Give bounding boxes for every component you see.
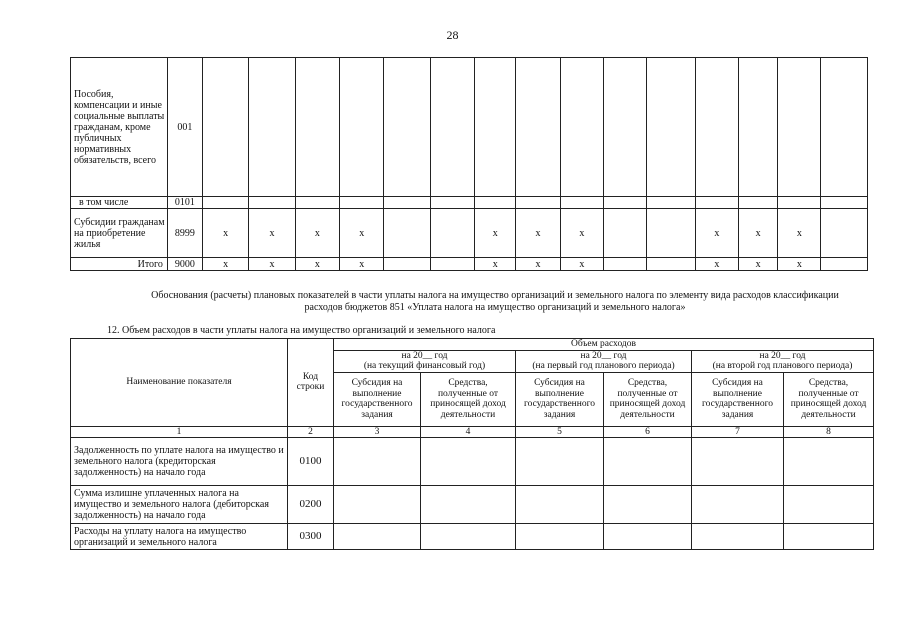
period-label: (на первый год планового периода): [532, 361, 675, 371]
cell: x: [340, 209, 384, 258]
cell: [340, 58, 384, 197]
column-number: 4: [421, 426, 516, 438]
cell: [421, 524, 516, 550]
cell: [821, 258, 868, 271]
cell: [778, 58, 821, 197]
row-code: 001: [167, 58, 202, 197]
cell: x: [249, 258, 295, 271]
cell: [384, 258, 430, 271]
cell: x: [739, 209, 778, 258]
header-subsidy: Субсидия на выполнение государственного задания: [692, 372, 784, 426]
table-row: [71, 258, 868, 271]
justification-line-1: Обоснования (расчеты) плановых показателей в части уплаты налога на имущество организаций и земельного налога по элементу вида расходов классификации: [151, 290, 839, 301]
row-code: 9000: [167, 258, 202, 271]
column-number: 7: [692, 426, 784, 438]
cell: x: [516, 209, 560, 258]
table-row: [71, 58, 868, 197]
cell: [384, 209, 430, 258]
cell: [384, 58, 430, 197]
cell: [692, 438, 784, 486]
header-volume: Объем расходов: [334, 339, 874, 351]
cell: x: [695, 258, 738, 271]
column-number: 6: [604, 426, 692, 438]
period-year: на 20__ год: [580, 350, 627, 361]
cell: x: [340, 258, 384, 271]
cell: [821, 209, 868, 258]
cell: [692, 486, 784, 524]
table-row: [71, 524, 874, 550]
cell: [430, 258, 474, 271]
page-number: 28: [446, 28, 459, 42]
row-name: Расходы на уплату налога на имущество организаций и земельного налога: [71, 524, 288, 550]
header-period-second: [692, 350, 874, 372]
cell: [603, 258, 646, 271]
cell: [516, 197, 560, 209]
header-subsidy: Субсидия на выполнение государственного задания: [334, 372, 421, 426]
cell: [516, 58, 560, 197]
header-row-code: Код строки: [288, 339, 334, 427]
row-code: 0101: [167, 197, 202, 209]
cell: [604, 524, 692, 550]
period-year: на 20__ год: [759, 350, 806, 361]
cell: [603, 209, 646, 258]
row-name: в том числе: [71, 197, 168, 209]
cell: [202, 197, 248, 209]
column-numbers-row: [71, 426, 874, 438]
period-year: на 20__ год: [401, 350, 448, 361]
cell: x: [778, 258, 821, 271]
row-name: Пособия, компенсации и иные социальные выплаты гражданам, кроме публичных нормативных обязательств, всего: [71, 58, 168, 197]
table-row: [71, 486, 874, 524]
cell: [784, 486, 874, 524]
cell: [421, 438, 516, 486]
cell: [560, 58, 603, 197]
cell: x: [778, 209, 821, 258]
header-income: Средства, полученные от приносящей доход деятельности: [604, 372, 692, 426]
cell: [647, 209, 695, 258]
property-land-tax-table: [70, 338, 874, 550]
row-code: 0100: [288, 438, 334, 486]
cell: [430, 58, 474, 197]
cell: [821, 197, 868, 209]
cell: [516, 486, 604, 524]
cell: [647, 58, 695, 197]
period-label: (на второй год планового периода): [712, 361, 853, 371]
cell: [384, 197, 430, 209]
cell: [784, 438, 874, 486]
cell: x: [695, 209, 738, 258]
cell: [784, 524, 874, 550]
cell: [603, 58, 646, 197]
cell: [430, 209, 474, 258]
cell: x: [560, 209, 603, 258]
cell: [603, 197, 646, 209]
section-title: 12. Объем расходов в части уплаты налога на имущество организаций и земельного налога: [107, 325, 496, 336]
cell: x: [739, 258, 778, 271]
cell: x: [475, 258, 516, 271]
cell: x: [516, 258, 560, 271]
row-name: Сумма излишне уплаченных налога на имущество и земельного налога (дебиторская задолженность) на начало года: [71, 486, 288, 524]
header-period-current: [334, 350, 516, 372]
cell: [739, 58, 778, 197]
cell: [739, 197, 778, 209]
cell: [334, 438, 421, 486]
cell: [475, 197, 516, 209]
cell: x: [295, 209, 339, 258]
cell: [516, 524, 604, 550]
header-subsidy: Субсидия на выполнение государственного задания: [516, 372, 604, 426]
total-label: Итого: [71, 258, 168, 271]
cell: x: [202, 258, 248, 271]
column-number: 3: [334, 426, 421, 438]
row-code: 8999: [167, 209, 202, 258]
cell: [334, 486, 421, 524]
cell: [249, 58, 295, 197]
cell: [202, 58, 248, 197]
header-indicator-name: Наименование показателя: [71, 339, 288, 427]
cell: [340, 197, 384, 209]
table-row: [71, 197, 868, 209]
cell: [821, 58, 868, 197]
cell: [295, 197, 339, 209]
cell: [475, 58, 516, 197]
justification-line-2: расходов бюджетов 851 «Уплата налога на имущество организаций и земельного налога»: [304, 302, 686, 313]
cell: x: [560, 258, 603, 271]
row-code: 0300: [288, 524, 334, 550]
header-period-first: [516, 350, 692, 372]
cell: [647, 197, 695, 209]
cell: [695, 197, 738, 209]
cell: [604, 486, 692, 524]
cell: [695, 58, 738, 197]
cell: [692, 524, 784, 550]
table-row: [71, 438, 874, 486]
cell: x: [295, 258, 339, 271]
cell: [647, 258, 695, 271]
column-number: 5: [516, 426, 604, 438]
justification-text: [100, 290, 890, 314]
column-number: 1: [71, 426, 288, 438]
cell: [334, 524, 421, 550]
cell: [249, 197, 295, 209]
period-label: (на текущий финансовый год): [363, 361, 486, 371]
cell: [516, 438, 604, 486]
row-name: Задолженность по уплате налога на имущество и земельного налога (кредиторская задолженность) на начало года: [71, 438, 288, 486]
column-number: 2: [288, 426, 334, 438]
social-payments-table: [70, 57, 868, 271]
cell: x: [202, 209, 248, 258]
cell: x: [475, 209, 516, 258]
cell: [295, 58, 339, 197]
header-income: Средства, полученные от приносящей доход деятельности: [421, 372, 516, 426]
cell: [778, 197, 821, 209]
cell: [604, 438, 692, 486]
row-name: Субсидии гражданам на приобретение жилья: [71, 209, 168, 258]
cell: [560, 197, 603, 209]
cell: [421, 486, 516, 524]
table-row: [71, 209, 868, 258]
header-income: Средства, полученные от приносящей доход деятельности: [784, 372, 874, 426]
cell: x: [249, 209, 295, 258]
column-number: 8: [784, 426, 874, 438]
row-code: 0200: [288, 486, 334, 524]
cell: [430, 197, 474, 209]
